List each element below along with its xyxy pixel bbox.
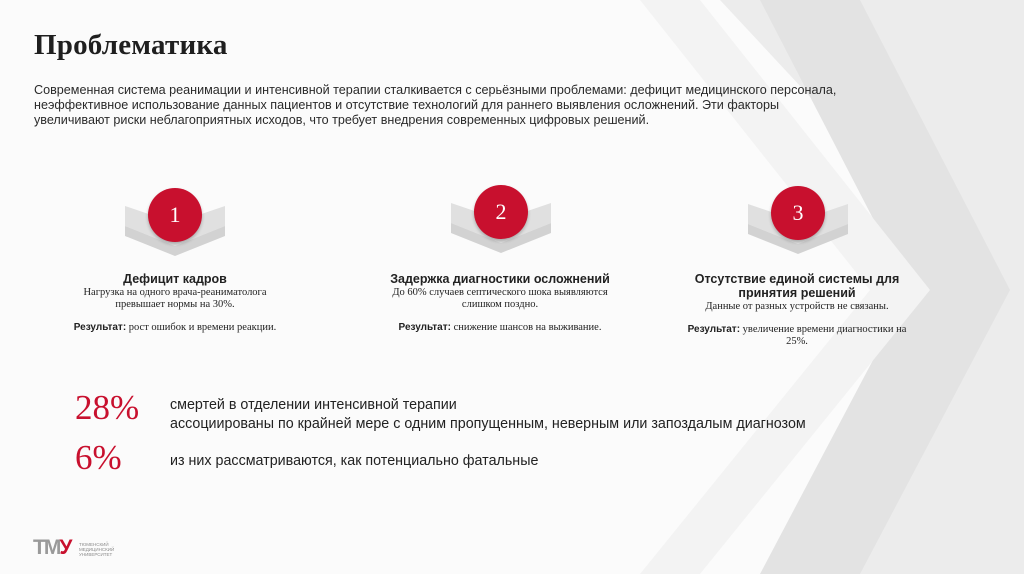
- step-number-badge: 3: [771, 186, 825, 240]
- problem-description: Нагрузка на одного врача-реаниматолога превышает нормы на 30%.: [83, 287, 267, 310]
- logo-text: ТЮМЕНСКИЙ МЕДИЦИНСКИЙ УНИВЕРСИТЕТ: [79, 542, 115, 557]
- stat-description-line-2: ассоциированы по крайней мере с одним пропущенным, неверным или запоздалым диагнозом: [170, 416, 806, 432]
- problem-title: Задержка диагностики осложнений: [390, 272, 610, 286]
- problem-card-1: [60, 272, 290, 334]
- problem-card-2: [370, 272, 630, 334]
- problem-result: [60, 322, 290, 334]
- problem-title: Отсутствие единой системы для принятия решений: [694, 272, 900, 300]
- stat-value-6: 6%: [75, 438, 122, 477]
- result-label: Результат:: [687, 324, 741, 335]
- stat-description-line-1: смертей в отделении интенсивной терапии: [170, 397, 457, 413]
- step-2-chevron-icon: [446, 185, 556, 265]
- step-3-chevron-icon: [743, 186, 853, 266]
- problem-title: Дефицит кадров: [123, 272, 227, 286]
- result-label: Результат:: [73, 322, 127, 333]
- step-number-badge: 2: [474, 185, 528, 239]
- problem-description: До 60% случаев септического шока выявляются слишком поздно.: [392, 287, 608, 310]
- result-text: снижение шансов на выживание.: [450, 322, 602, 333]
- intro-paragraph: Современная система реанимации и интенсивной терапии сталкивается с серьёзными проблемами: дефицит медицинского персонала, неэффективное использование данных пациентов и отсутствие технологий для раннего выявления осложнений. Эти факторы увеличивают риски неблагоприятных исходов, что требует внедрения современных цифровых решений.: [34, 83, 837, 127]
- stat-description: из них рассматриваются, как потенциально фатальные: [170, 453, 539, 469]
- problem-result: [370, 322, 630, 334]
- problem-card-3: [672, 272, 922, 348]
- problem-result: [672, 324, 922, 348]
- page-title: Проблематика: [34, 29, 228, 61]
- result-label: Результат:: [398, 322, 451, 333]
- problem-description: Данные от разных устройств не связаны.: [705, 301, 889, 312]
- step-number-badge: 1: [148, 188, 202, 242]
- result-text: увеличение времени диагностики на 25%.: [740, 324, 907, 347]
- step-1-chevron-icon: [120, 188, 230, 268]
- result-text: рост ошибок и времени реакции.: [126, 322, 277, 333]
- university-logo: [33, 534, 133, 564]
- stat-value-28: 28%: [75, 388, 140, 427]
- logo-mark: ТМУ: [33, 536, 71, 559]
